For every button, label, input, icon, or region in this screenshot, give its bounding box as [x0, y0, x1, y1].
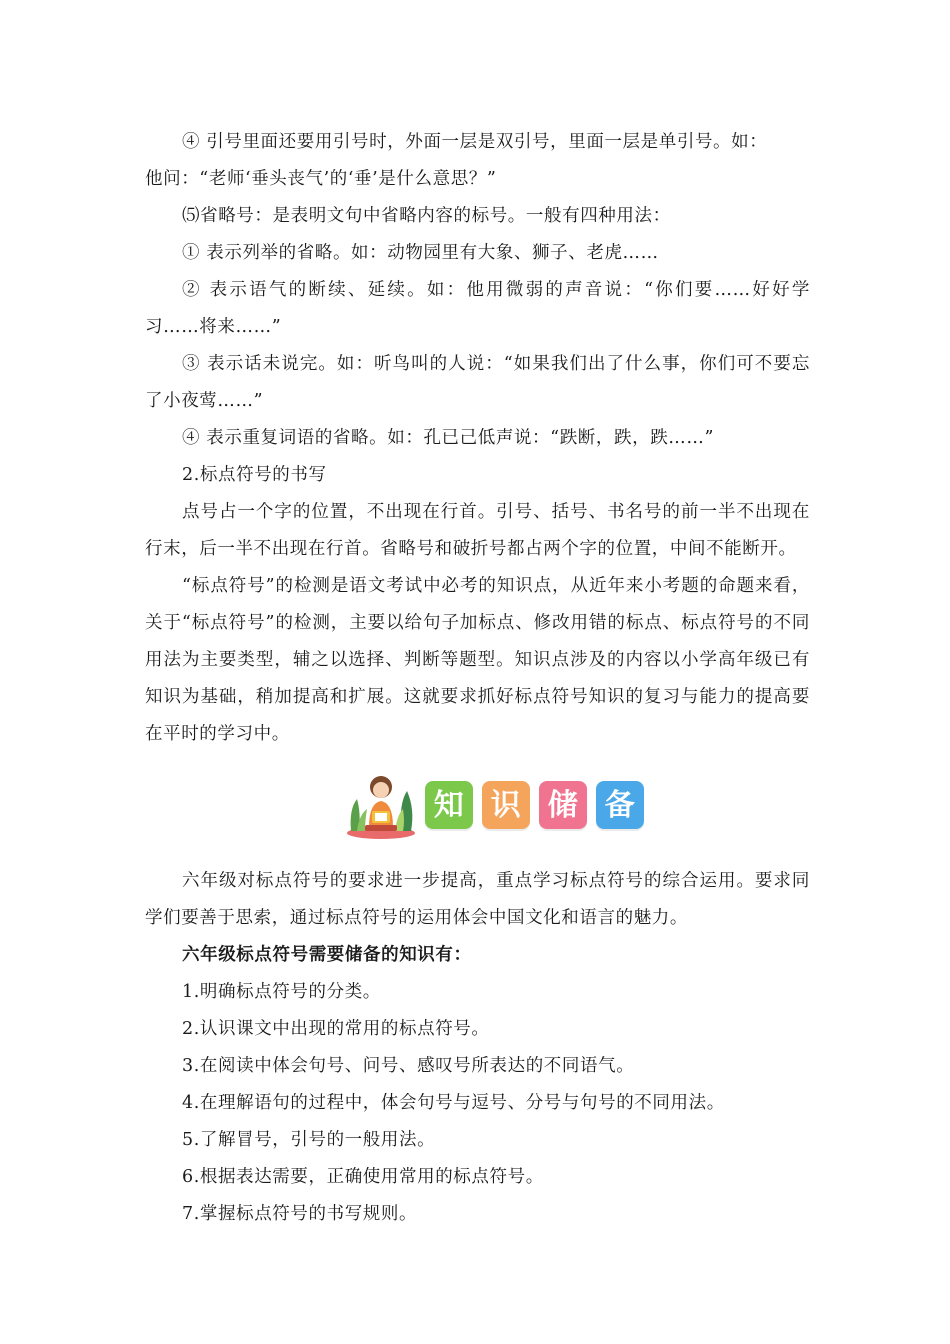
paragraph-writing-rules: 点号占一个字的位置，不出现在行首。引号、括号、书名号的前一半不出现在行末，后一半不出现在行首。省略号和破折号都占两个字的位置，中间不能断开。 — [145, 502, 810, 559]
banner-char-tile: 识 — [482, 781, 530, 829]
banner-char-tile: 知 — [425, 781, 473, 829]
paragraph-ellipsis-use-1: ① 表示列举的省略。如：动物园里有大象、狮子、老虎…… — [182, 243, 659, 263]
list-item: 4.在理解语句的过程中，体会句号与逗号、分号与句号的不同用法。 — [182, 1093, 725, 1113]
paragraph-quote-example: 他问：“老师‘垂头丧气’的‘垂’是什么意思？” — [145, 169, 497, 189]
banner-char-tile: 备 — [596, 781, 644, 829]
document-body — [145, 124, 810, 1233]
section-heading-writing: 2.标点符号的书写 — [182, 465, 327, 485]
paragraph-ellipsis-heading: ⑸省略号：是表明文句中省略内容的标号。一般有四种用法： — [182, 206, 671, 226]
list-item: 2.认识课文中出现的常用的标点符号。 — [182, 1019, 490, 1039]
list-item: 3.在阅读中体会句号、问号、感叹号所表达的不同语气。 — [182, 1056, 635, 1076]
paragraph-exam-overview: “标点符号”的检测是语文考试中必考的知识点，从近年来小考题的命题来看，关于“标点符号”的检测，主要以给句子加标点、修改用错的标点、标点符号的不同用法为主要类型，辅之以选择、判断等题型。知识点涉及的内容以小学高年级已有知识为基础，稍加提高和扩展。这就要求抓好标点符号知识的复习与能力的提高要在平时的学习中。 — [145, 576, 810, 744]
paragraph-ellipsis-use-2: ② 表示语气的断续、延续。如：他用微弱的声音说：“你们要……好好学习……将来……” — [145, 280, 810, 337]
paragraph-quote-rule: ④ 引号里面还要用引号时，外面一层是双引号，里面一层是单引号。如： — [182, 132, 768, 152]
list-item: 5.了解冒号，引号的一般用法。 — [182, 1130, 436, 1150]
paragraph-ellipsis-use-3: ③ 表示话未说完。如：听鸟叫的人说：“如果我们出了什么事，你们可不要忘了小夜莺……” — [145, 354, 810, 411]
list-item: 7.掌握标点符号的书写规则。 — [182, 1204, 418, 1224]
banner-char-tile: 储 — [539, 781, 587, 829]
knowledge-banner — [145, 757, 810, 857]
paragraph-grade6-intro: 六年级对标点符号的要求进一步提高，重点学习标点符号的综合运用。要求同学们要善于思索，通过标点符号的运用体会中国文化和语言的魅力。 — [145, 871, 810, 928]
list-item: 1.明确标点符号的分类。 — [182, 982, 381, 1002]
paragraph-ellipsis-use-4: ④ 表示重复词语的省略。如：孔已己低声说：“跌断，跌，跌……” — [182, 428, 715, 448]
reading-child-icon — [345, 769, 417, 841]
section-heading-knowledge: 六年级标点符号需要储备的知识有： — [182, 945, 472, 965]
list-item: 6.根据表达需要，正确使用常用的标点符号。 — [182, 1167, 544, 1187]
